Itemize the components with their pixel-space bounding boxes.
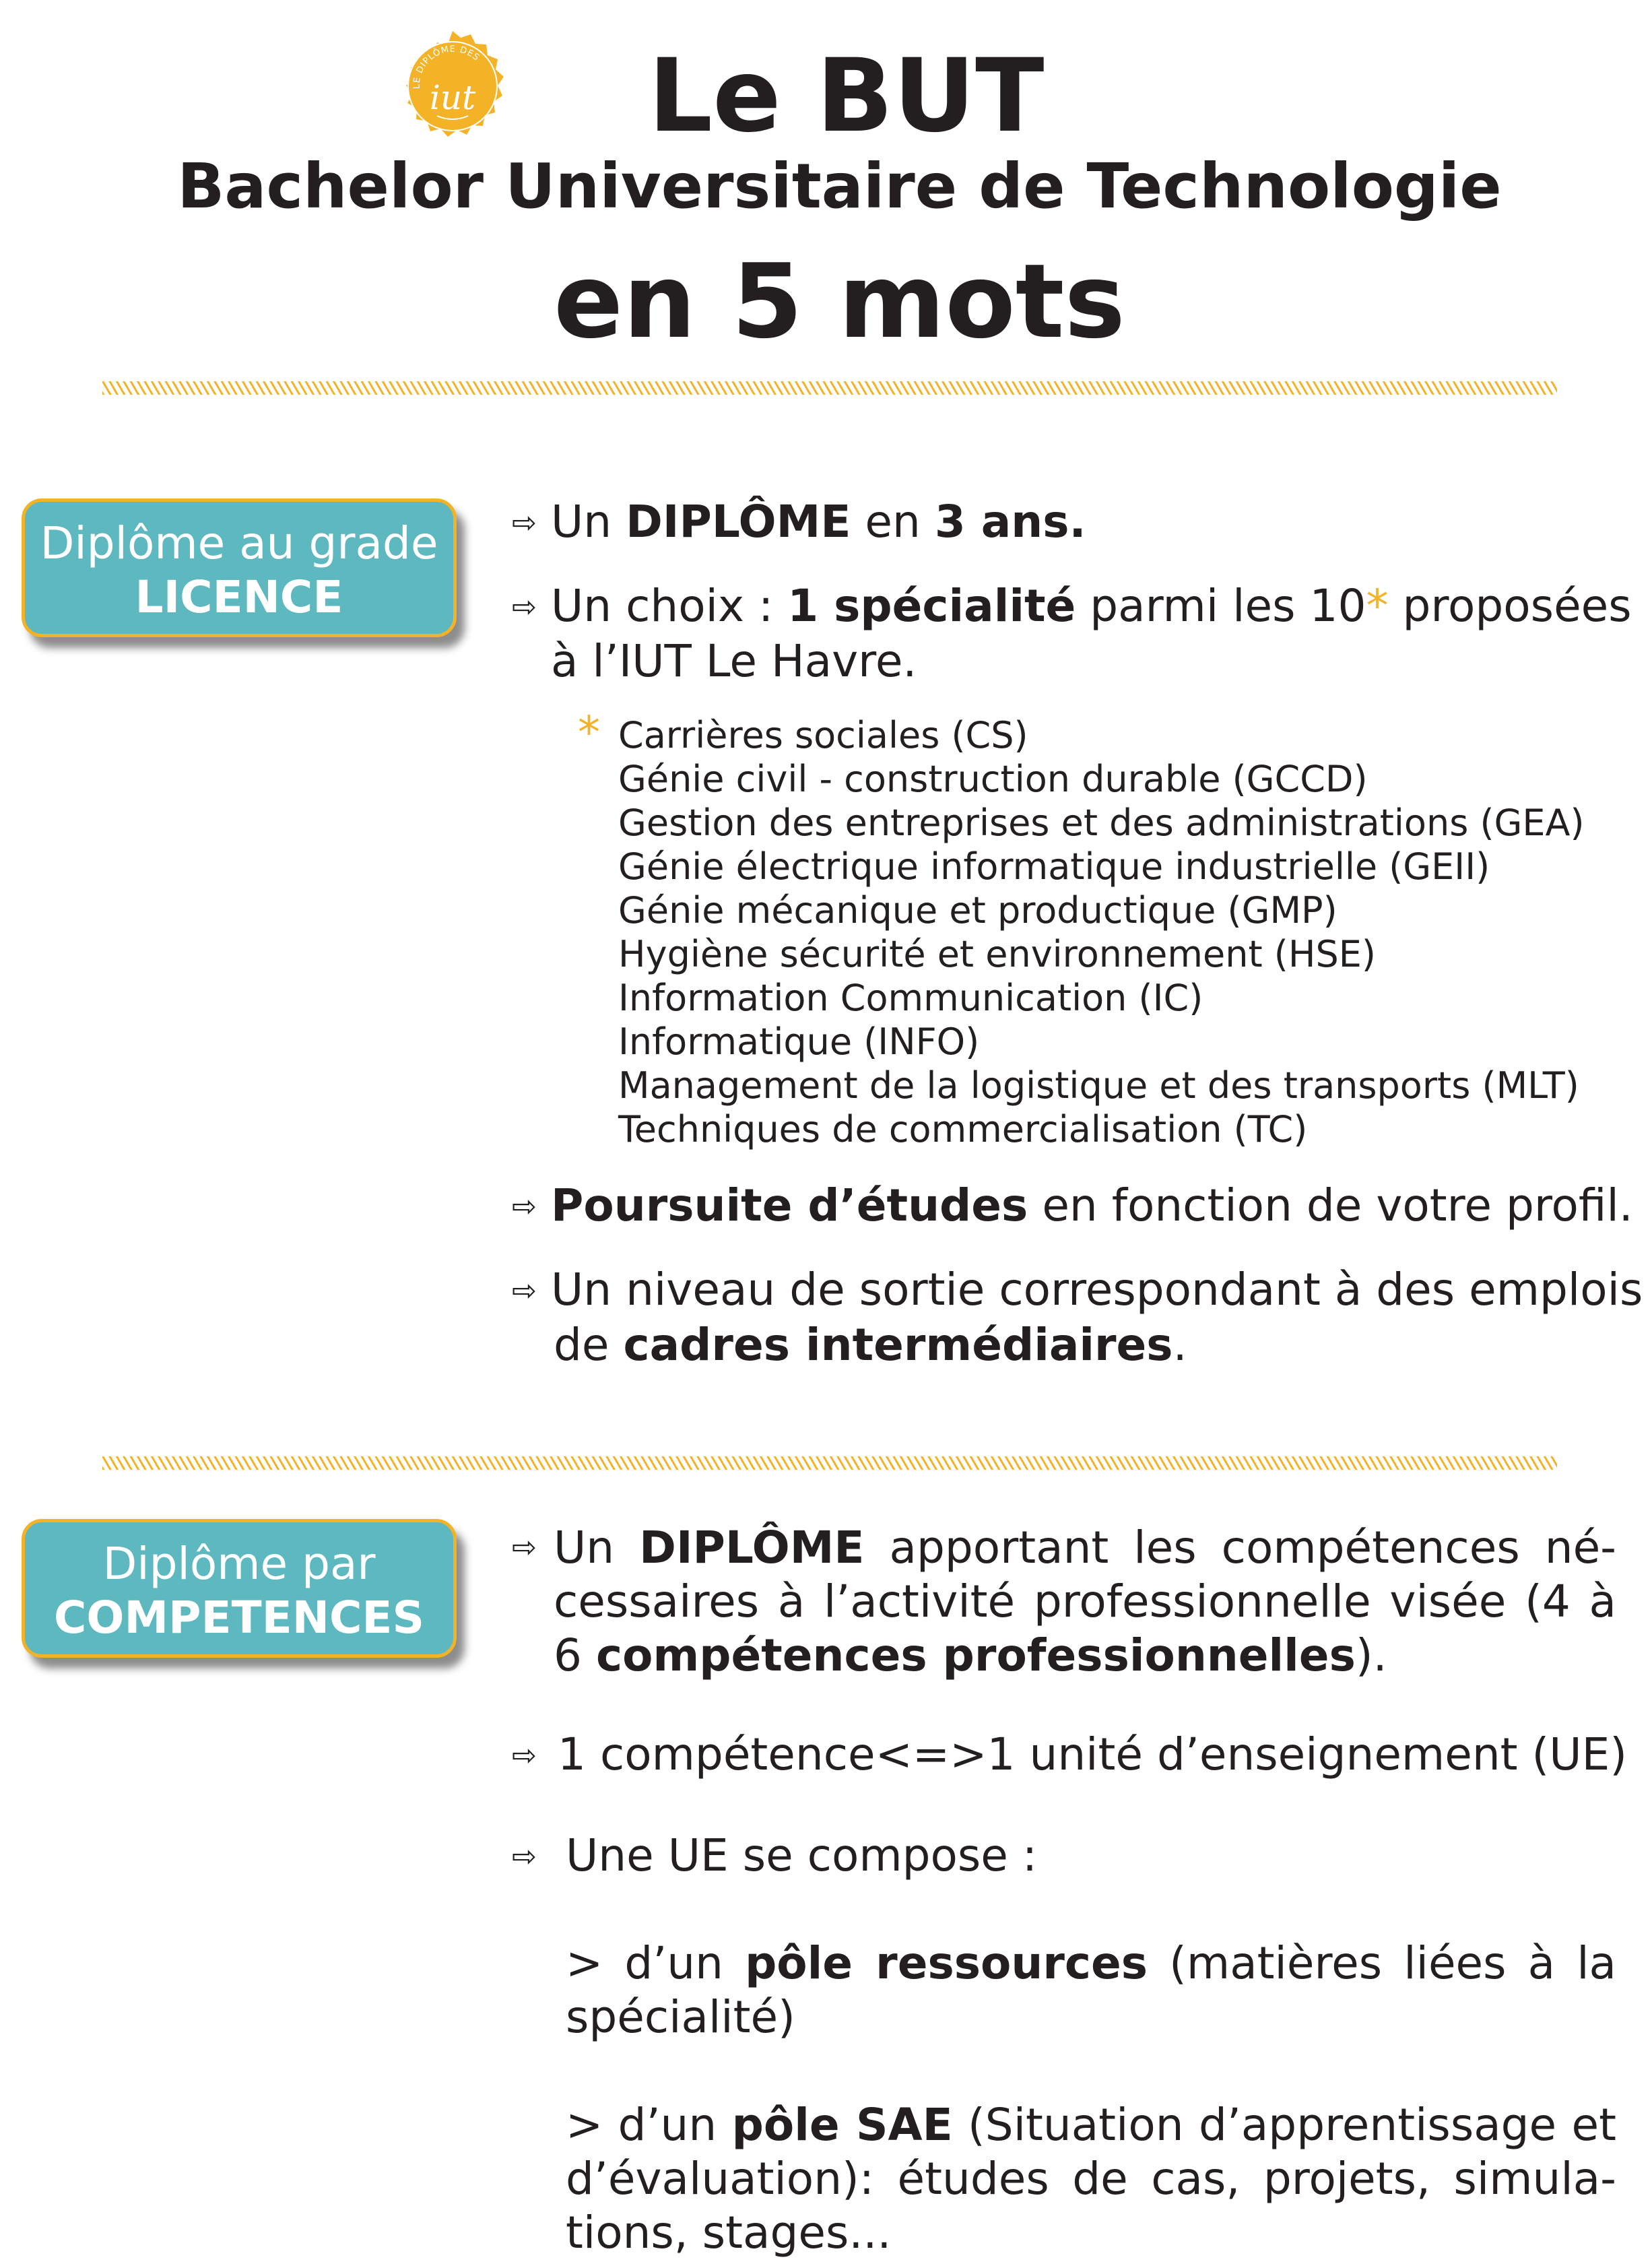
list-item: Management de la logistique et des transports (MLT)	[618, 1064, 1579, 1107]
point-ue-composition: ⇨ Une UE se compose :	[512, 1829, 1643, 1884]
point-poursuite-etudes: ⇨ Poursuite d’études en fonction de votre profil.	[512, 1179, 1643, 1234]
list-item: Hygiène sécurité et environnement (HSE)	[618, 933, 1376, 975]
arrow-right-icon: ⇨	[512, 1840, 537, 1874]
specialities-list	[578, 707, 1628, 1151]
badge-competences-line2: COMPETENCES	[53, 1592, 425, 1644]
logo-main-text: iut	[429, 78, 476, 117]
hatched-divider	[102, 1456, 1557, 1470]
point-diplome-competences: ⇨ Un DIPLÔME apportant les compétences né-cessaires à l’activité professionnelle visée (4 à 6 compétences professionnelles).	[512, 1522, 1616, 1681]
sub-pole-ressources: > d’un pôle ressources (matières liées à la spécialité)	[566, 1937, 1616, 2043]
list-item: Génie électrique informatique industrielle (GEII)	[618, 845, 1490, 888]
badge-competences	[22, 1519, 457, 1658]
title-bachelor: Bachelor Universitaire de Technologie	[177, 150, 1502, 222]
sub-pole-sae: > d’un pôle SAE (Situation d’apprentissage et d’évaluation): études de cas, projets, simula-tions, stages...	[566, 2099, 1617, 2259]
hatched-divider	[102, 381, 1557, 395]
asterisk-icon: *	[1366, 580, 1389, 632]
list-item: Génie civil - construction durable (GCCD)	[618, 758, 1368, 800]
asterisk-icon: *	[578, 707, 600, 758]
title-en-5-mots: en 5 mots	[554, 242, 1125, 361]
point-niveau-sortie: ⇨ Un niveau de sortie correspondant à des emplois de cadres intermédiaires.	[512, 1264, 1643, 1371]
arrow-right-icon: ⇨	[512, 1739, 537, 1773]
badge-licence-line1: Diplôme au grade	[40, 517, 438, 569]
badge-licence	[22, 498, 457, 637]
list-item: Techniques de commercialisation (TC)	[618, 1108, 1308, 1151]
list-item: Informatique (INFO)	[618, 1020, 980, 1063]
arrow-right-icon: ⇨	[512, 506, 537, 540]
title-le-but: Le BUT	[648, 38, 1045, 155]
list-item: Génie mécanique et productique (GMP)	[618, 889, 1337, 932]
point-competence-ue: ⇨ 1 compétence<=>1 unité d’enseignement (UE)	[512, 1728, 1643, 1783]
arrow-right-icon: ⇨	[512, 590, 537, 624]
arrow-right-icon: ⇨	[512, 1190, 537, 1224]
arrow-right-icon: ⇨	[512, 1274, 537, 1308]
badge-competences-line1: Diplôme par	[102, 1538, 376, 1590]
list-item: Gestion des entreprises et des administrations (GEA)	[618, 802, 1585, 844]
logo-arc-text: LE DIPLÔME DES	[411, 44, 482, 90]
list-item: * Carrières sociales (CS)	[578, 707, 1028, 758]
arrow-right-icon: ⇨	[512, 1530, 537, 1565]
list-item: Information Communication (IC)	[618, 977, 1203, 1019]
point-choix-specialite: ⇨ Un choix : 1 spécialité parmi les 10* proposées à l’IUT Le Havre.	[512, 580, 1632, 687]
point-diplome-3-ans: ⇨ Un DIPLÔME en 3 ans.	[512, 495, 1643, 550]
badge-licence-line2: LICENCE	[135, 571, 343, 623]
